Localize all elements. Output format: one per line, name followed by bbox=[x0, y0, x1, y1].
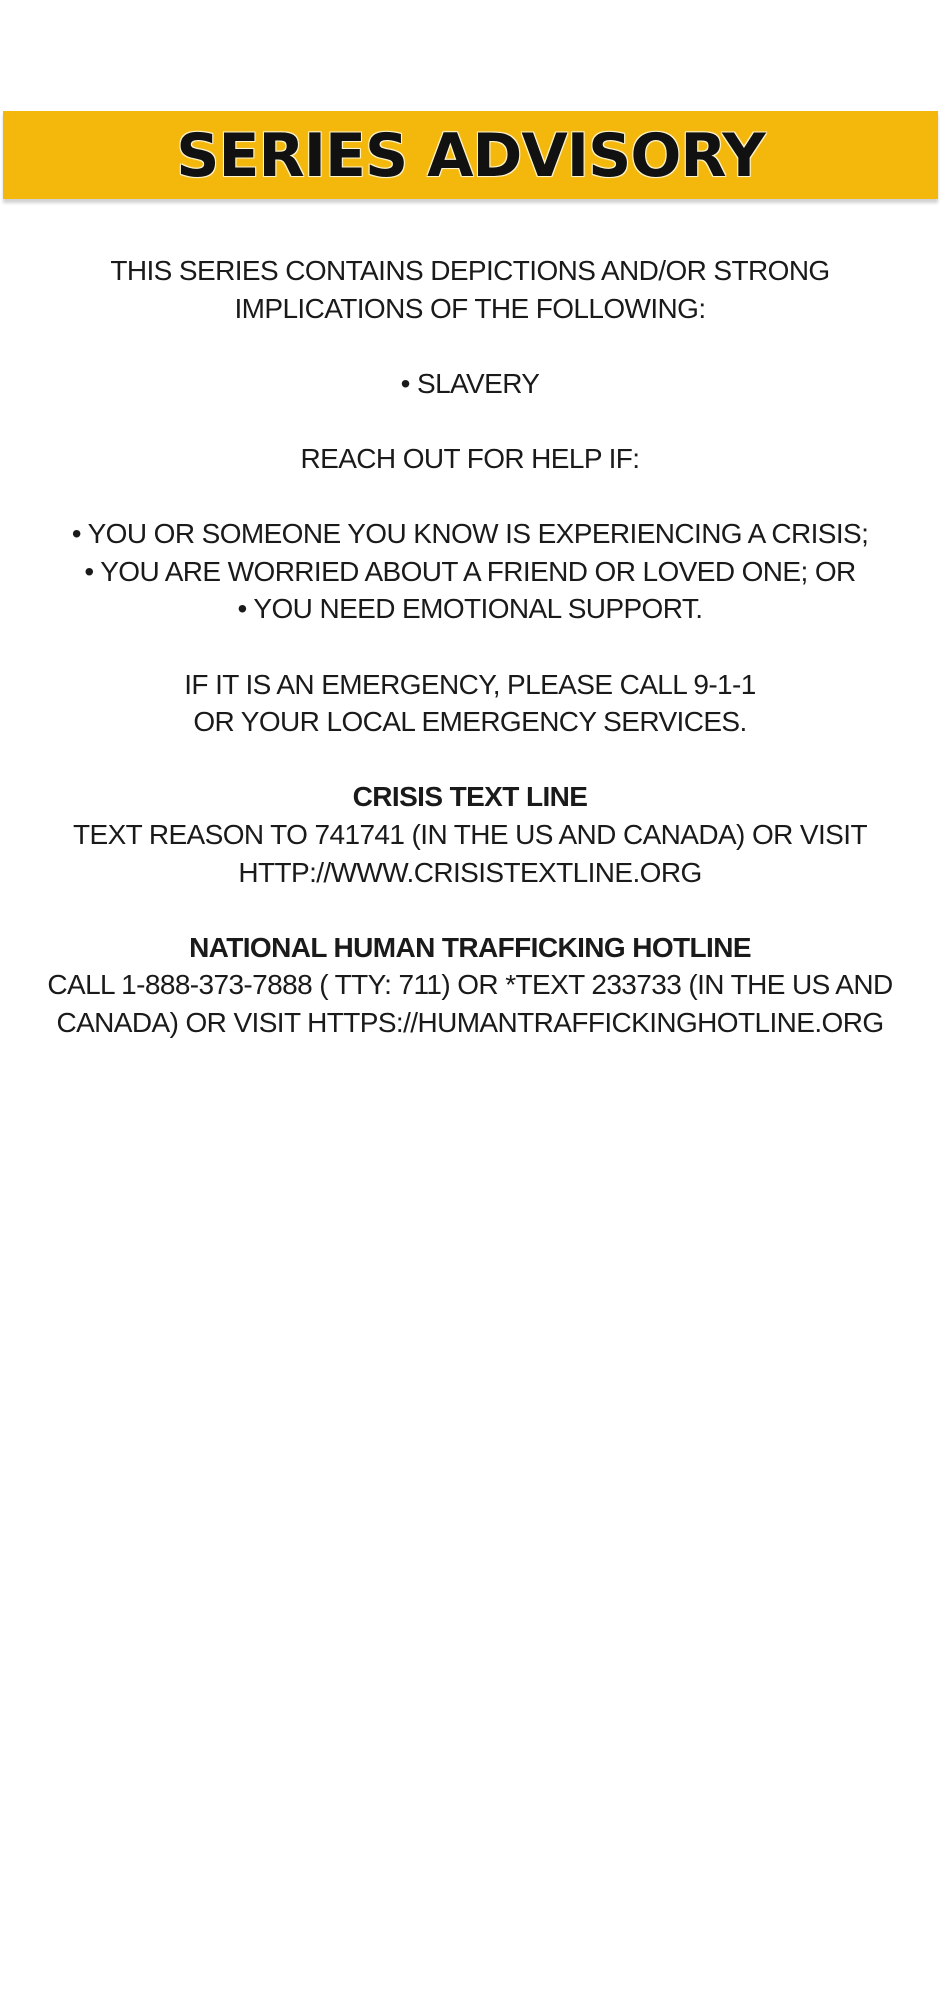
intro-line-2: IMPLICATIONS OF THE FOLLOWING: bbox=[234, 292, 706, 324]
crisis-text-line-title: CRISIS TEXT LINE bbox=[352, 781, 588, 813]
trafficking-hotline-url: CANADA) OR VISIT HTTPS://HUMANTRAFFICKINGHOTLINE.ORG bbox=[56, 1006, 884, 1038]
emergency-line-2: OR YOUR LOCAL EMERGENCY SERVICES. bbox=[193, 706, 747, 738]
spacer bbox=[0, 478, 940, 516]
spacer bbox=[0, 741, 940, 779]
help-item-worried: • YOU ARE WORRIED ABOUT A FRIEND OR LOVED ONE; OR bbox=[84, 555, 856, 587]
help-heading: REACH OUT FOR HELP IF: bbox=[300, 442, 640, 474]
trafficking-hotline-instructions: CALL 1-888-373-7888 ( TTY: 711) OR *TEXT 233733 (IN THE US AND bbox=[47, 969, 893, 1001]
crisis-text-line-instructions: TEXT REASON TO 741741 (IN THE US AND CANADA) OR VISIT bbox=[73, 818, 867, 850]
banner-title: SERIES ADVISORY bbox=[176, 121, 765, 191]
help-item-support: • YOU NEED EMOTIONAL SUPPORT. bbox=[237, 593, 703, 625]
advisory-banner bbox=[3, 111, 938, 199]
trafficking-hotline-title: NATIONAL HUMAN TRAFFICKING HOTLINE bbox=[189, 931, 751, 963]
help-item-crisis: • YOU OR SOMEONE YOU KNOW IS EXPERIENCING A CRISIS; bbox=[71, 518, 869, 550]
spacer bbox=[0, 628, 940, 666]
spacer bbox=[0, 402, 940, 440]
spacer bbox=[0, 327, 940, 365]
topic-item-slavery: • SLAVERY bbox=[400, 367, 540, 399]
emergency-line-1: IF IT IS AN EMERGENCY, PLEASE CALL 9-1-1 bbox=[184, 668, 756, 700]
intro-line-1: THIS SERIES CONTAINS DEPICTIONS AND/OR STRONG bbox=[110, 255, 830, 286]
spacer bbox=[0, 891, 940, 929]
advisory-content bbox=[0, 252, 940, 1041]
crisis-text-line-url: HTTP://WWW.CRISISTEXTLINE.ORG bbox=[238, 856, 702, 888]
